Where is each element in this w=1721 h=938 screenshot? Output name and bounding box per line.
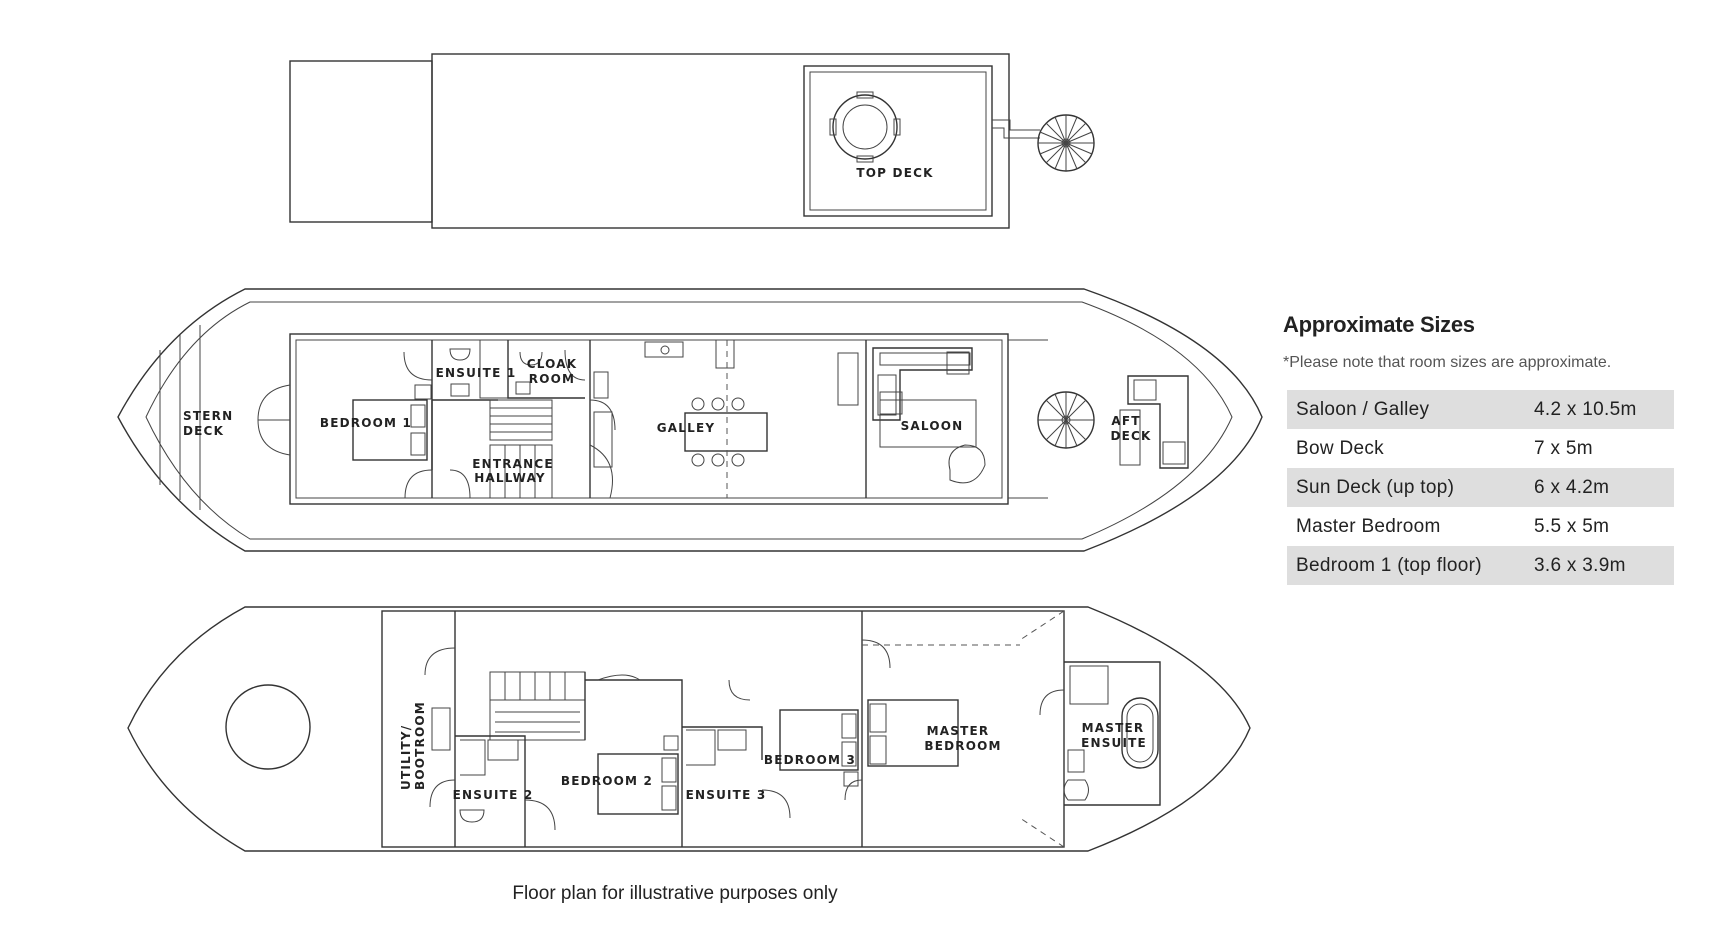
room-name: Saloon / Galley (1296, 398, 1430, 420)
room-label-utility-bootroom-2: BOOTROOM (413, 701, 427, 790)
room-size: 6 x 4.2m (1534, 476, 1610, 498)
room-label-master-bedroom-2: BEDROOM (924, 739, 1002, 753)
sizes-title: Approximate Sizes (1283, 312, 1475, 337)
table-row (1287, 468, 1674, 507)
room-label-ensuite-3: ENSUITE 3 (685, 788, 767, 802)
round-table-icon (830, 92, 900, 162)
room-label-bedroom-2: BEDROOM 2 (560, 774, 654, 788)
lower-deck-plan (128, 607, 1250, 851)
bed-icon (780, 710, 858, 786)
armchair-icon (949, 445, 985, 483)
room-label-bedroom-1: BEDROOM 1 (319, 416, 413, 430)
spiral-stair-icon (1038, 115, 1094, 171)
room-label-stern-deck: STERN (183, 409, 234, 423)
room-label-entrance-hallway-2: HALLWAY (474, 471, 546, 485)
room-label-master-ensuite-2: ENSUITE (1081, 736, 1147, 750)
table-row (1287, 546, 1674, 585)
spiral-stair-icon (1038, 392, 1094, 448)
room-size: 4.2 x 10.5m (1534, 398, 1637, 420)
sizes-note: *Please note that room sizes are approximate. (1283, 354, 1612, 371)
room-label-aft-deck: AFT (1111, 414, 1141, 428)
room-name: Bedroom 1 (top floor) (1296, 554, 1482, 576)
table-row (1287, 507, 1674, 546)
table-row (1287, 390, 1674, 429)
room-label-ensuite-2: ENSUITE 2 (452, 788, 534, 802)
room-label-aft-deck-2: DECK (1110, 429, 1152, 443)
room-label-galley: GALLEY (656, 421, 716, 435)
main-deck-plan (118, 289, 1262, 551)
room-label-master-ensuite: MASTER (1081, 721, 1145, 735)
room-label-master-bedroom: MASTER (926, 724, 990, 738)
room-name: Bow Deck (1296, 437, 1384, 459)
porthole-icon (226, 685, 310, 769)
room-label-stern-deck-2: DECK (183, 424, 225, 438)
room-name: Master Bedroom (1296, 515, 1441, 537)
table-row (1287, 429, 1674, 468)
room-name: Sun Deck (up top) (1296, 476, 1455, 498)
room-size: 5.5 x 5m (1534, 515, 1610, 537)
room-size: 7 x 5m (1534, 437, 1593, 459)
room-size: 3.6 x 3.9m (1534, 554, 1626, 576)
room-label-saloon: SALOON (900, 419, 964, 433)
room-label-cloak-room: CLOAK (526, 357, 578, 371)
top-deck-plan (290, 54, 1094, 228)
room-label-top-deck: TOP DECK (856, 166, 934, 180)
room-label-entrance-hallway: ENTRANCE (472, 457, 554, 471)
plan-caption: Floor plan for illustrative purposes only (512, 883, 838, 904)
approximate-sizes-panel (1283, 312, 1673, 585)
room-label-ensuite-1: ENSUITE 1 (435, 366, 517, 380)
room-label-bedroom-3: BEDROOM 3 (763, 753, 857, 767)
room-label-cloak-room-2: ROOM (528, 372, 576, 386)
room-label-utility-bootroom: UTILITY/ (399, 724, 413, 790)
sizes-table (1287, 390, 1674, 585)
